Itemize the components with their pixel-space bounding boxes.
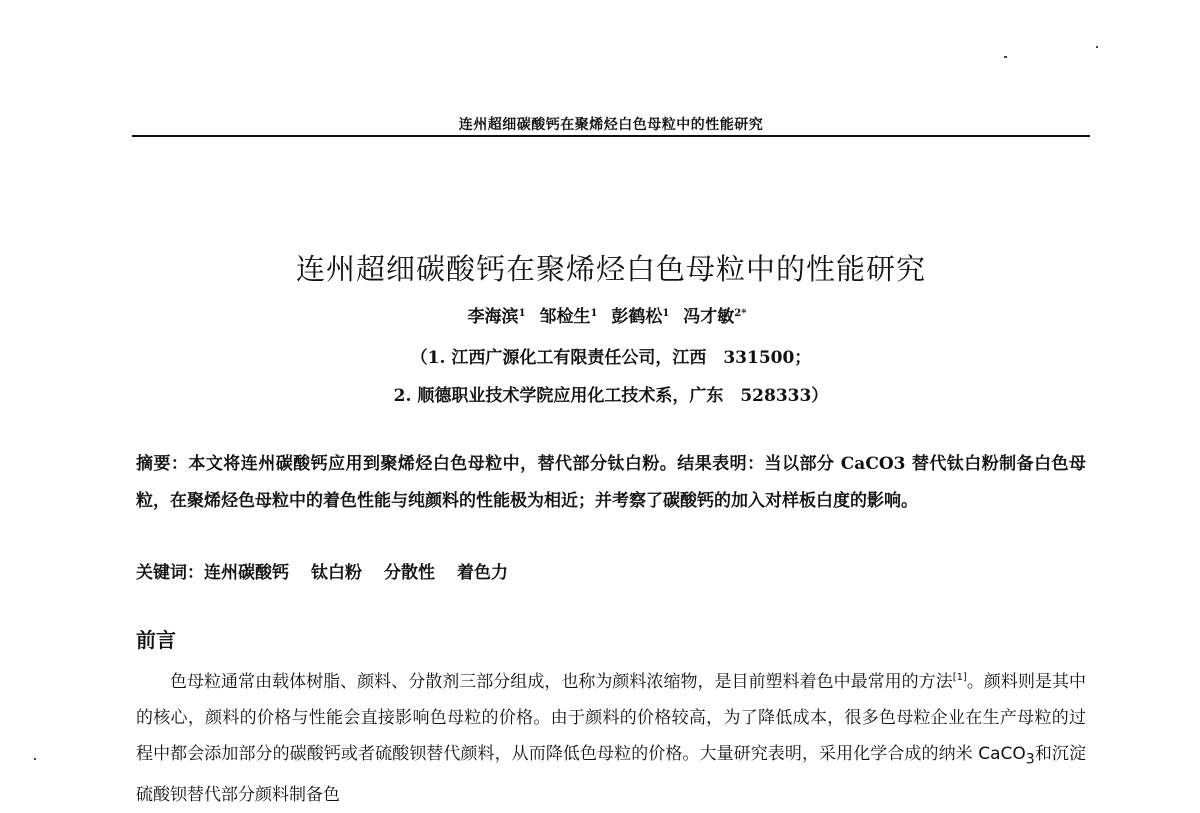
affiliation-line-1: （1. 江西广源化工有限责任公司，江西 331500； (410, 348, 812, 368)
citation-ref: [1] (952, 672, 967, 683)
author-list (132, 302, 1090, 327)
abstract-label: 摘要： (136, 454, 189, 474)
keywords-label: 关键词： (136, 563, 204, 583)
affiliation-line-2: 2. 顺德职业技术学院应用化工技术系，广东 528333） (393, 386, 829, 406)
paragraph-text: 色母粒通常由载体树脂、颜料、分散剂三部分组成，也称为颜料浓缩物，是目前塑料着色中最常用的方法 (170, 672, 953, 692)
scan-speck (1004, 56, 1007, 58)
keywords (136, 558, 1086, 583)
running-header: 连州超细碳酸钙在聚烯烃白色母粒中的性能研究 (458, 117, 764, 133)
author-affil-mark: 1 (590, 308, 598, 319)
header-rule (132, 135, 1090, 137)
subscript: 3 (1025, 751, 1035, 768)
author-name: 邹检生 (539, 307, 591, 327)
abstract-text: 本文将连州碳酸钙应用到聚烯烃白色母粒中，替代部分钛白粉。结果表明：当以部分 CaCO3 替代钛白粉制备白色母粒，在聚烯烃色母粒中的着色性能与纯颜料的性能极为相近；并考察了碳酸钙的加入对样板白度的影响。 (136, 454, 1086, 511)
abstract (136, 446, 1086, 520)
author-affil-mark: 1 (662, 308, 670, 319)
author-affil-mark: 2* (734, 308, 747, 319)
paragraph-text: 和沉淀硫酸钡替代部分颜料制备色 (136, 744, 1086, 806)
author-name: 彭鹤松 (611, 307, 663, 327)
keyword: 着色力 (457, 563, 508, 583)
author-affil-mark: 1 (518, 308, 526, 319)
section-heading: 前言 (136, 628, 176, 652)
scan-speck (34, 758, 36, 760)
author-name: 李海滨 (467, 307, 519, 327)
keyword: 钛白粉 (311, 563, 362, 583)
scan-speck (1096, 46, 1098, 48)
author-name: 冯才敏 (683, 307, 735, 327)
keyword: 连州碳酸钙 (204, 563, 289, 583)
paper-title: 连州超细碳酸钙在聚烯烃白色母粒中的性能研究 (295, 252, 926, 286)
body-paragraph (136, 660, 1086, 813)
paragraph-text: 。颜料则是其中的核心，颜料的价格与性能会直接影响色母粒的价格。由于颜料的价格较高，为了降低成本，很多色母粒企业在生产母粒的过程中都会添加部分的碳酸钙或者硫酸钡替代颜料，从而降低色母粒的价格。大量研究表明，采用化学合成的纳米 CaCO (136, 672, 1086, 764)
keyword: 分散性 (384, 563, 435, 583)
